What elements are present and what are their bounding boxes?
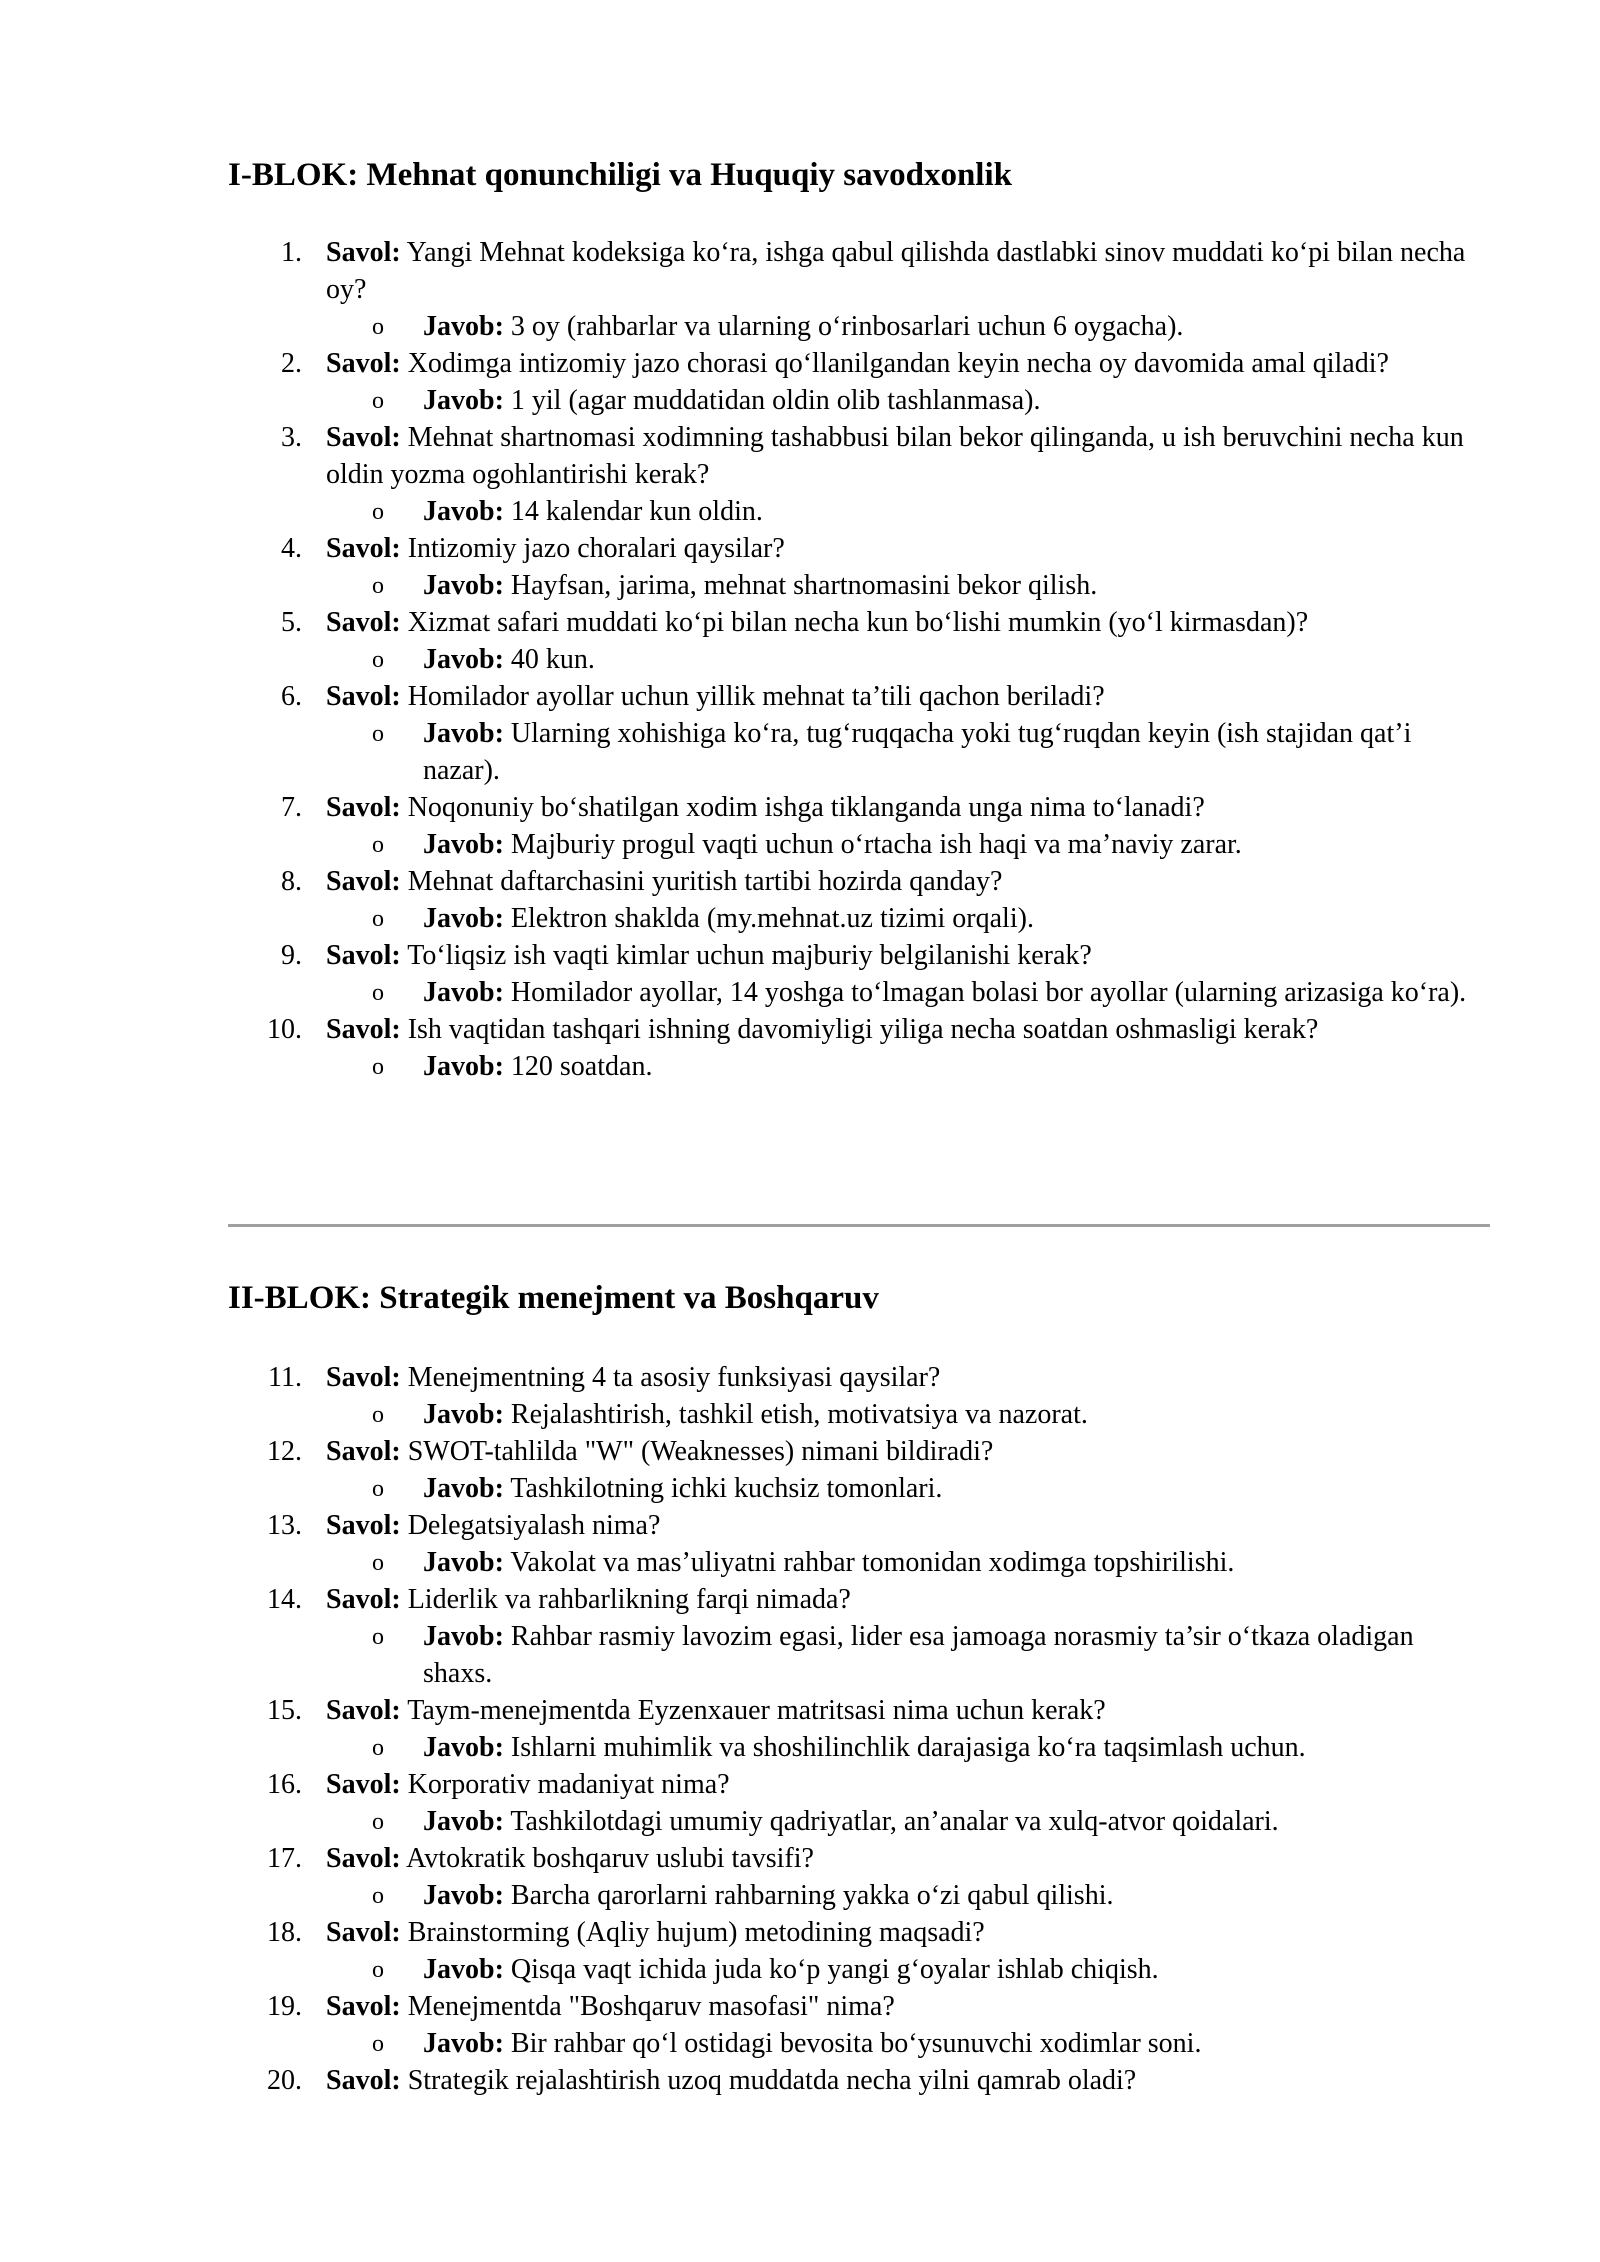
question-text: Menejmentning 4 ta asosiy funksiyasi qaysilar? <box>407 1362 941 1393</box>
list-item <box>0 1581 1600 1692</box>
answer-text: 14 kalendar kun oldin. <box>510 496 763 527</box>
question-label: Savol: <box>326 2065 401 2096</box>
bullet-icon: o <box>372 573 384 599</box>
list-item <box>0 1988 1600 2062</box>
question-number: 14. <box>267 1584 302 1615</box>
question-number: 3. <box>281 422 302 453</box>
answer <box>0 493 1483 530</box>
bullet-icon: o <box>372 1883 384 1909</box>
question-label: Savol: <box>326 1991 401 2022</box>
question-label: Savol: <box>326 607 401 638</box>
answer <box>0 1618 1483 1692</box>
answer-label: Javob: <box>423 1051 504 1082</box>
question <box>0 1914 1486 1951</box>
question-label: Savol: <box>326 681 401 712</box>
section-heading-1: I-BLOK: Mehnat qonunchiligi va Huquqiy savodxonlik <box>228 157 1012 193</box>
list-item <box>0 863 1600 937</box>
question-label: Savol: <box>326 1843 401 1874</box>
question-label: Savol: <box>326 533 401 564</box>
question-number: 13. <box>267 1510 302 1541</box>
question <box>0 937 1486 974</box>
answer <box>0 1877 1483 1914</box>
question-number: 12. <box>267 1436 302 1467</box>
answer-label: Javob: <box>423 1880 504 1911</box>
list-item <box>0 604 1600 678</box>
answer-text: Barcha qarorlarni rahbarning yakka o‘zi qabul qilishi. <box>510 1880 1114 1911</box>
answer-label: Javob: <box>423 1399 504 1430</box>
answer <box>0 1951 1483 1988</box>
question-number: 9. <box>281 940 302 971</box>
question <box>0 1011 1486 1048</box>
question-number: 20. <box>267 2065 302 2096</box>
question-number: 7. <box>281 792 302 823</box>
answer-text: Bir rahbar qo‘l ostidagi bevosita bo‘ysunuvchi xodimlar soni. <box>510 2028 1202 2059</box>
question-text: Delegatsiyalash nima? <box>407 1510 661 1541</box>
question <box>0 1988 1486 2025</box>
question-text: Yangi Mehnat kodeksiga ko‘ra, ishga qabul qilishda dastlabki sinov muddati ko‘pi bilan necha oy? <box>326 237 1466 305</box>
question-text: Strategik rejalashtirish uzoq muddatda necha yilni qamrab oladi? <box>407 2065 1137 2096</box>
question <box>0 1692 1486 1729</box>
list-item <box>0 345 1600 419</box>
list-item <box>0 419 1600 530</box>
answer-label: Javob: <box>423 570 504 601</box>
bullet-icon: o <box>372 1402 384 1428</box>
answer-label: Javob: <box>423 644 504 675</box>
answer <box>0 641 1483 678</box>
question-text: Taym-menejmentda Eyzenxauer matritsasi nima uchun kerak? <box>407 1695 1106 1726</box>
bullet-icon: o <box>372 721 384 747</box>
answer <box>0 308 1483 345</box>
question-label: Savol: <box>326 1510 401 1541</box>
answer-label: Javob: <box>423 718 504 749</box>
answer-label: Javob: <box>423 1621 504 1652</box>
answer-label: Javob: <box>423 1806 504 1837</box>
question <box>0 234 1486 308</box>
bullet-icon: o <box>372 647 384 673</box>
question-text: Noqonuniy bo‘shatilgan xodim ishga tiklanganda unga nima to‘lanadi? <box>407 792 1205 823</box>
bullet-icon: o <box>372 906 384 932</box>
list-item <box>0 1692 1600 1766</box>
question-label: Savol: <box>326 1014 401 1045</box>
answer-text: Homilador ayollar, 14 yoshga to‘lmagan bolasi bor ayollar (ularning arizasiga ko‘ra). <box>510 977 1467 1008</box>
answer <box>0 2025 1483 2062</box>
question-text: Menejmentda "Boshqaruv masofasi" nima? <box>407 1991 895 2022</box>
question <box>0 1840 1486 1877</box>
list-item <box>0 1011 1600 1085</box>
answer-text: Tashkilotdagi umumiy qadriyatlar, an’analar va xulq-atvor qoidalari. <box>510 1806 1279 1837</box>
question-number: 8. <box>281 866 302 897</box>
question-list-2 <box>0 1359 1600 2099</box>
bullet-icon: o <box>372 1957 384 1983</box>
answer-text: Tashkilotning ichki kuchsiz tomonlari. <box>510 1473 943 1504</box>
list-item <box>0 1433 1600 1507</box>
answer <box>0 715 1483 789</box>
question <box>0 1433 1486 1470</box>
answer <box>0 567 1483 604</box>
question-text: To‘liqsiz ish vaqti kimlar uchun majburiy belgilanishi kerak? <box>407 940 1092 971</box>
list-item <box>0 678 1600 789</box>
bullet-icon: o <box>372 832 384 858</box>
question-number: 10. <box>267 1014 302 1045</box>
question <box>0 1359 1486 1396</box>
answer-label: Javob: <box>423 385 504 416</box>
question-label: Savol: <box>326 348 401 379</box>
question <box>0 419 1486 493</box>
list-item <box>0 1914 1600 1988</box>
bullet-icon: o <box>372 980 384 1006</box>
question-text: Liderlik va rahbarlikning farqi nimada? <box>407 1584 851 1615</box>
question <box>0 1766 1486 1803</box>
answer-label: Javob: <box>423 1954 504 1985</box>
question-text: Mehnat shartnomasi xodimning tashabbusi bilan bekor qilinganda, u ish beruvchini necha kun oldin yozma ogohlantirishi kerak? <box>326 422 1464 490</box>
question-number: 6. <box>281 681 302 712</box>
question <box>0 1507 1486 1544</box>
question <box>0 678 1486 715</box>
answer-label: Javob: <box>423 496 504 527</box>
question-text: Homilador ayollar uchun yillik mehnat ta’tili qachon beriladi? <box>407 681 1105 712</box>
bullet-icon: o <box>372 1735 384 1761</box>
question-label: Savol: <box>326 1769 401 1800</box>
question-list-1 <box>0 234 1600 1085</box>
question-label: Savol: <box>326 237 401 268</box>
list-item <box>0 1840 1600 1914</box>
list-item <box>0 530 1600 604</box>
question-number: 17. <box>267 1843 302 1874</box>
question <box>0 1581 1486 1618</box>
question-number: 2. <box>281 348 302 379</box>
answer-label: Javob: <box>423 903 504 934</box>
question-label: Savol: <box>326 1695 401 1726</box>
question-label: Savol: <box>326 866 401 897</box>
answer-text: 120 soatdan. <box>510 1051 653 1082</box>
answer-text: Rahbar rasmiy lavozim egasi, lider esa jamoaga norasmiy ta’sir o‘tkaza oladigan shaxs. <box>423 1621 1414 1689</box>
question-number: 5. <box>281 607 302 638</box>
answer-text: Vakolat va mas’uliyatni rahbar tomonidan xodimga topshirilishi. <box>510 1547 1235 1578</box>
answer <box>0 382 1483 419</box>
answer <box>0 1396 1483 1433</box>
bullet-icon: o <box>372 499 384 525</box>
answer-label: Javob: <box>423 829 504 860</box>
question <box>0 863 1486 900</box>
answer <box>0 1803 1483 1840</box>
question <box>0 530 1486 567</box>
question-label: Savol: <box>326 1917 401 1948</box>
question-text: Brainstorming (Aqliy hujum) metodining maqsadi? <box>407 1917 985 1948</box>
answer-text: Elektron shaklda (my.mehnat.uz tizimi orqali). <box>510 903 1034 934</box>
question <box>0 345 1486 382</box>
answer-text: 3 oy (rahbarlar va ularning o‘rinbosarlari uchun 6 oygacha). <box>510 311 1184 342</box>
section-heading-2: II-BLOK: Strategik menejment va Boshqaruv <box>228 1280 879 1316</box>
bullet-icon: o <box>372 388 384 414</box>
question-label: Savol: <box>326 792 401 823</box>
answer-text: 1 yil (agar muddatidan oldin olib tashlanmasa). <box>510 385 1041 416</box>
question-label: Savol: <box>326 1362 401 1393</box>
bullet-icon: o <box>372 1054 384 1080</box>
question-text: Ish vaqtidan tashqari ishning davomiyligi yiliga necha soatdan oshmasligi kerak? <box>407 1014 1319 1045</box>
question-text: Xodimga intizomiy jazo chorasi qo‘llanilgandan keyin necha oy davomida amal qiladi? <box>407 348 1389 379</box>
list-item <box>0 789 1600 863</box>
list-item <box>0 937 1600 1011</box>
bullet-icon: o <box>372 1550 384 1576</box>
section-divider <box>228 1224 1490 1227</box>
question-text: Intizomiy jazo choralari qaysilar? <box>407 533 785 564</box>
question <box>0 604 1486 641</box>
bullet-icon: o <box>372 1624 384 1650</box>
bullet-icon: o <box>372 314 384 340</box>
answer <box>0 1729 1483 1766</box>
bullet-icon: o <box>372 1809 384 1835</box>
answer-label: Javob: <box>423 977 504 1008</box>
answer <box>0 1470 1483 1507</box>
question-number: 1. <box>281 237 302 268</box>
answer <box>0 900 1483 937</box>
answer-label: Javob: <box>423 1732 504 1763</box>
question-label: Savol: <box>326 1584 401 1615</box>
answer-text: 40 kun. <box>510 644 595 675</box>
question-text: Mehnat daftarchasini yuritish tartibi hozirda qanday? <box>407 866 1003 897</box>
question-number: 11. <box>268 1362 302 1393</box>
answer <box>0 1048 1483 1085</box>
answer-text: Hayfsan, jarima, mehnat shartnomasini bekor qilish. <box>510 570 1098 601</box>
list-item <box>0 234 1600 345</box>
question-label: Savol: <box>326 422 401 453</box>
answer-text: Ularning xohishiga ko‘ra, tug‘ruqqacha yoki tug‘ruqdan keyin (ish stajidan qat’i nazar). <box>423 718 1412 786</box>
question-text: SWOT-tahlilda "W" (Weaknesses) nimani bildiradi? <box>407 1436 994 1467</box>
list-item <box>0 2062 1600 2099</box>
question <box>0 2062 1486 2099</box>
answer-label: Javob: <box>423 2028 504 2059</box>
answer <box>0 974 1483 1011</box>
answer-text: Qisqa vaqt ichida juda ko‘p yangi g‘oyalar ishlab chiqish. <box>510 1954 1159 1985</box>
answer-label: Javob: <box>423 1547 504 1578</box>
answer-text: Majburiy progul vaqti uchun o‘rtacha ish haqi va ma’naviy zarar. <box>510 829 1242 860</box>
question-label: Savol: <box>326 1436 401 1467</box>
question <box>0 789 1486 826</box>
answer-text: Rejalashtirish, tashkil etish, motivatsiya va nazorat. <box>510 1399 1088 1430</box>
question-number: 15. <box>267 1695 302 1726</box>
answer-label: Javob: <box>423 311 504 342</box>
answer <box>0 1544 1483 1581</box>
question-number: 16. <box>267 1769 302 1800</box>
list-item <box>0 1507 1600 1581</box>
bullet-icon: o <box>372 1476 384 1502</box>
question-number: 18. <box>267 1917 302 1948</box>
question-text: Avtokratik boshqaruv uslubi tavsifi? <box>406 1843 814 1874</box>
question-text: Korporativ madaniyat nima? <box>407 1769 730 1800</box>
question-number: 4. <box>281 533 302 564</box>
answer <box>0 826 1483 863</box>
bullet-icon: o <box>372 2031 384 2057</box>
list-item <box>0 1359 1600 1433</box>
list-item <box>0 1766 1600 1840</box>
question-label: Savol: <box>326 940 401 971</box>
question-text: Xizmat safari muddati ko‘pi bilan necha kun bo‘lishi mumkin (yo‘l kirmasdan)? <box>407 607 1309 638</box>
question-number: 19. <box>267 1991 302 2022</box>
answer-label: Javob: <box>423 1473 504 1504</box>
answer-text: Ishlarni muhimlik va shoshilinchlik darajasiga ko‘ra taqsimlash uchun. <box>510 1732 1306 1763</box>
